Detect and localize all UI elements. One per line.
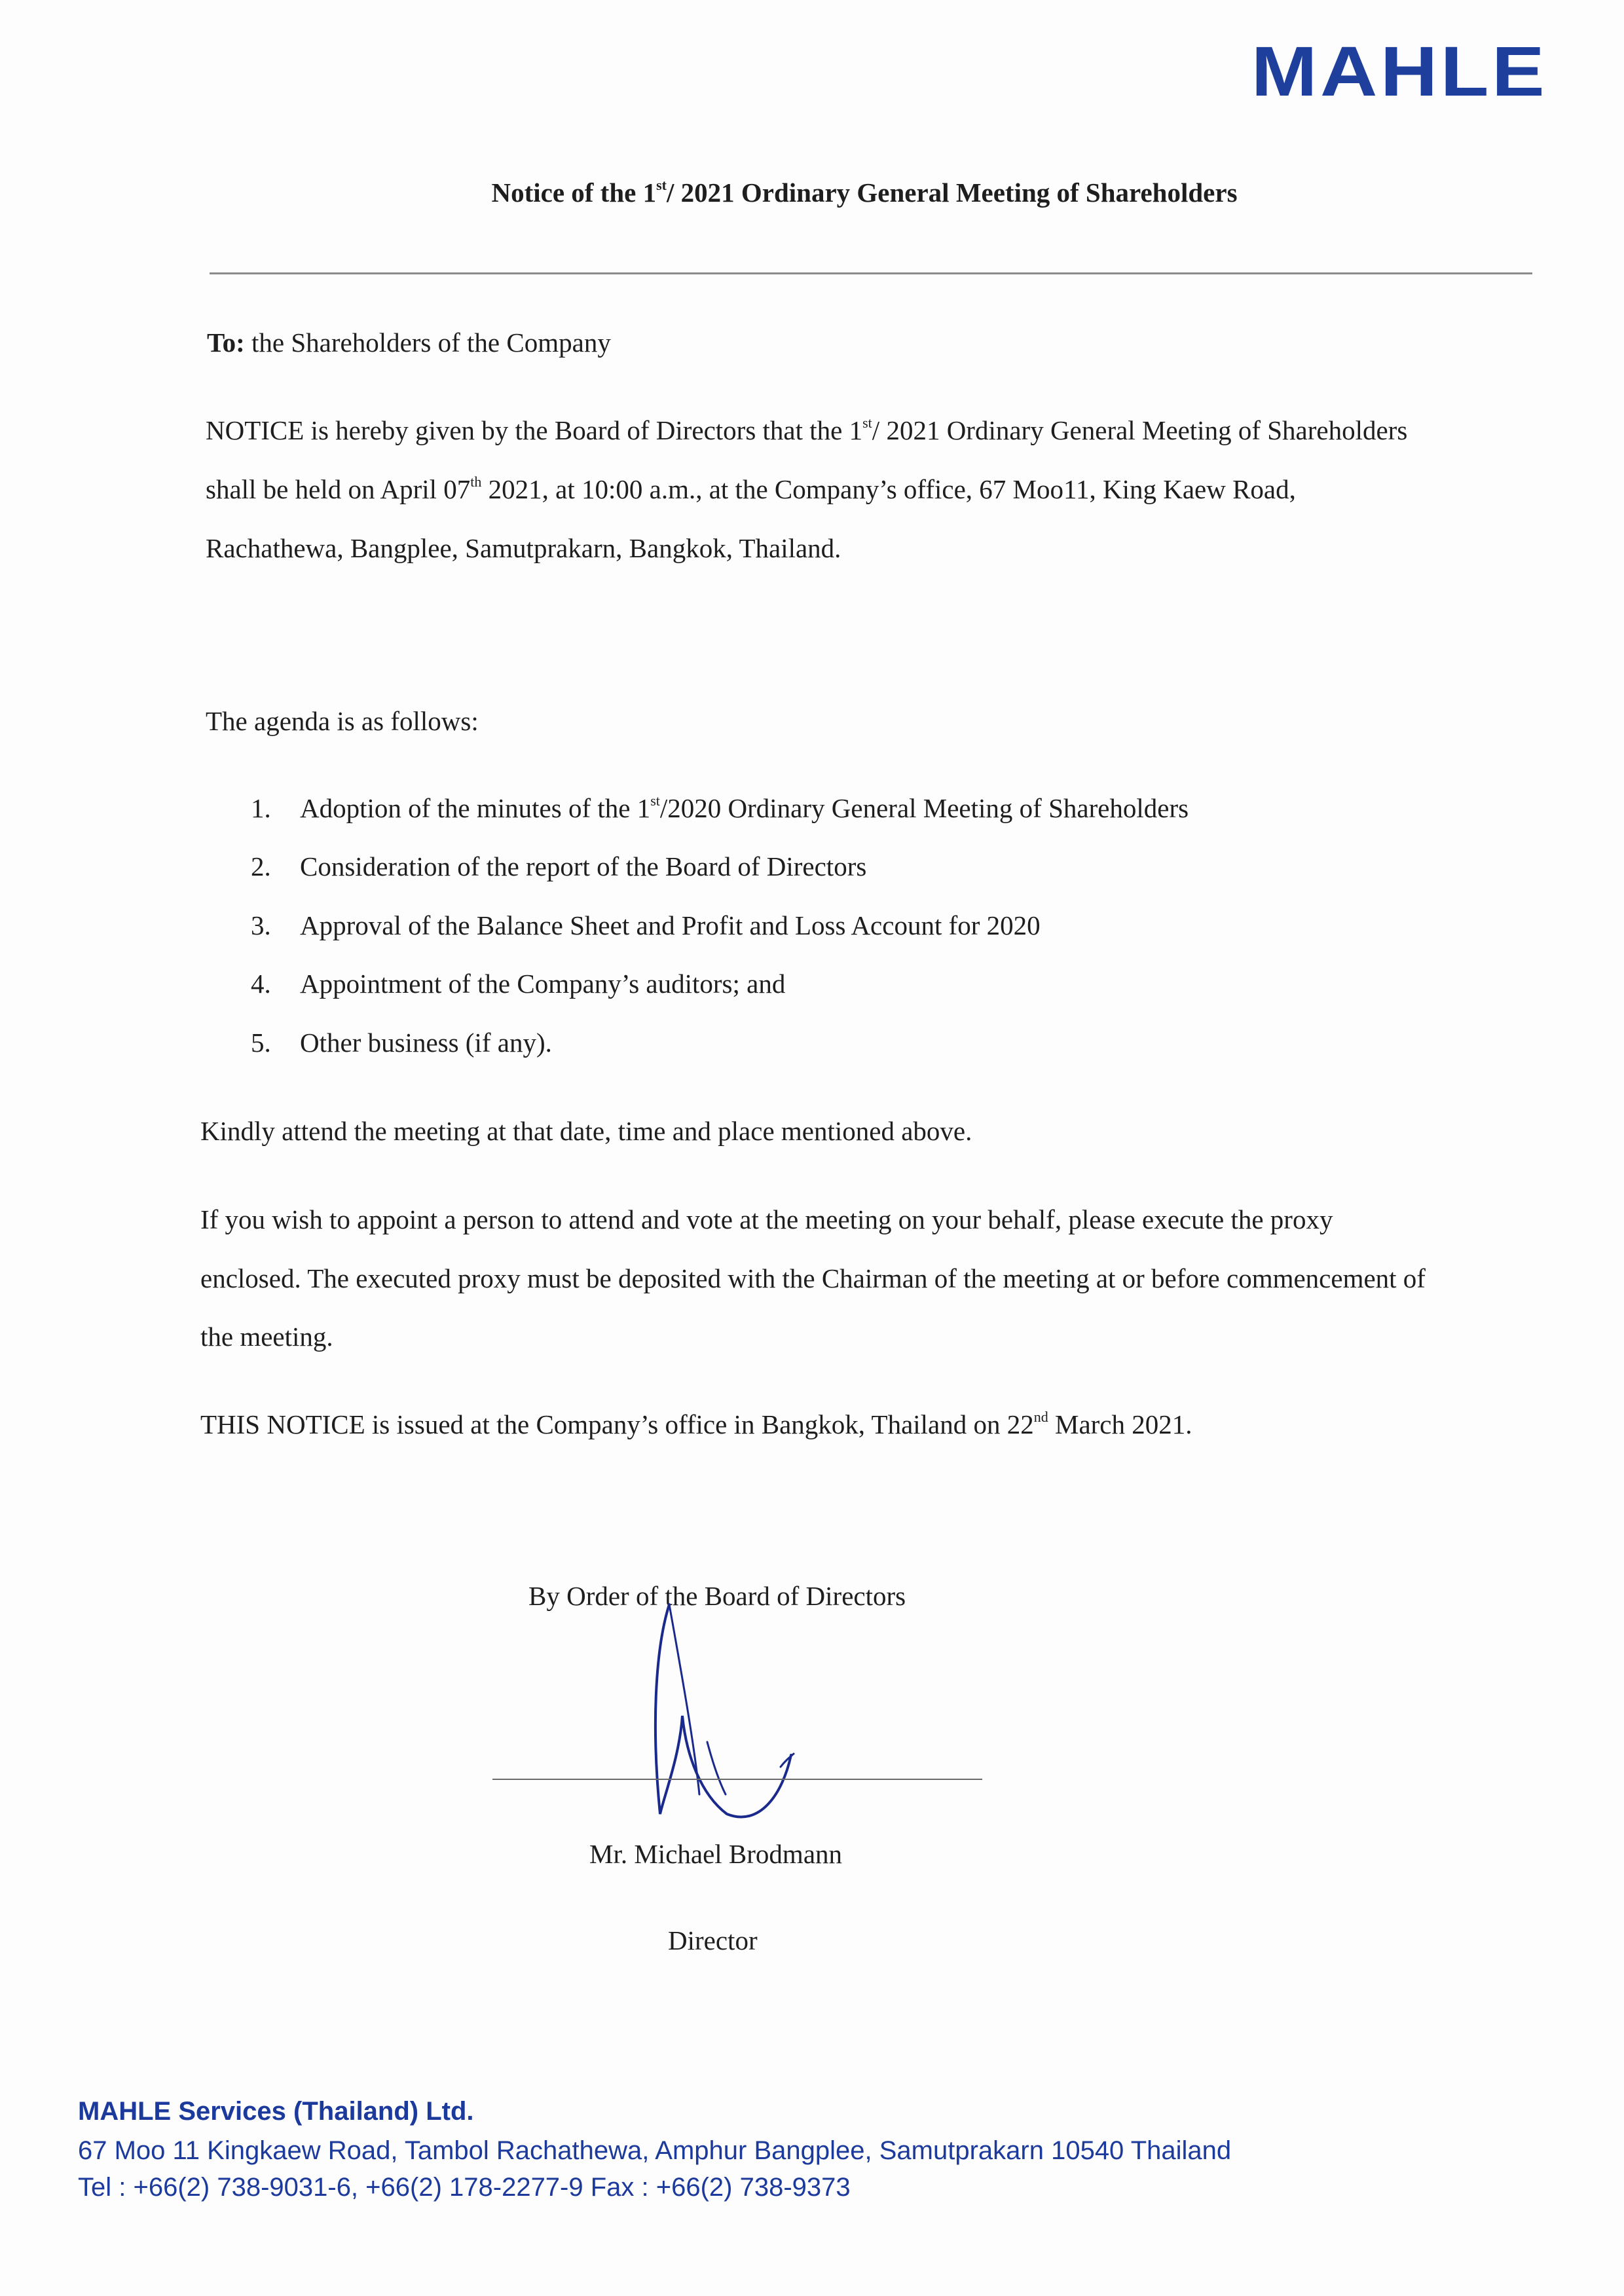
notice-l1-sup: st bbox=[862, 415, 872, 431]
issued-post: March 2021. bbox=[1048, 1409, 1192, 1439]
title-sup: st bbox=[656, 177, 667, 193]
footer-contact: Tel : +66(2) 738-9031-6, +66(2) 178-2277-9 Fax : +66(2) 738-9373 bbox=[78, 2173, 851, 2202]
agenda-item-number: 4. bbox=[251, 969, 271, 999]
agenda-item-1-post: /2020 Ordinary General Meeting of Shareholders bbox=[659, 793, 1189, 823]
signatory-role: Director bbox=[668, 1925, 758, 1955]
footer-company-name: MAHLE Services (Thailand) Ltd. bbox=[78, 2097, 474, 2126]
agenda-item-1-pre: Adoption of the minutes of the 1 bbox=[300, 793, 651, 823]
notice-line-3: Rachathewa, Bangplee, Samutprakarn, Bangkok, Thailand. bbox=[206, 533, 841, 563]
issued-sup: nd bbox=[1033, 1409, 1048, 1425]
handwritten-signature bbox=[629, 1598, 838, 1827]
by-order-line: By Order of the Board of Directors bbox=[528, 1581, 906, 1611]
signatory-name: Mr. Michael Brodmann bbox=[589, 1839, 843, 1869]
title-pre: Notice of the 1 bbox=[491, 177, 657, 208]
agenda-item-text: Appointment of the Company’s auditors; and bbox=[300, 969, 786, 999]
notice-line-1 bbox=[206, 415, 1407, 446]
agenda-item-text: Approval of the Balance Sheet and Profit and Loss Account for 2020 bbox=[300, 910, 1041, 940]
salutation-text: the Shareholders of the Company bbox=[244, 327, 611, 358]
notice-l2-post: 2021, at 10:00 a.m., at the Company’s office, 67 Moo11, King Kaew Road, bbox=[481, 474, 1296, 504]
issued-statement bbox=[200, 1409, 1192, 1440]
agenda-item-number: 3. bbox=[251, 910, 271, 940]
notice-l2-pre: shall be held on April 07 bbox=[206, 474, 471, 504]
proxy-line-1: If you wish to appoint a person to attend and vote at the meeting on your behalf, please execute the proxy bbox=[200, 1204, 1333, 1234]
title-post: / 2021 Ordinary General Meeting of Shareholders bbox=[666, 177, 1238, 208]
agenda-item-number: 2. bbox=[251, 851, 271, 881]
title-divider bbox=[210, 272, 1532, 274]
agenda-item-text: Other business (if any). bbox=[300, 1028, 552, 1058]
notice-title bbox=[0, 177, 1624, 208]
footer-address: 67 Moo 11 Kingkaew Road, Tambol Rachathewa, Amphur Bangplee, Samutprakarn 10540 Thailand bbox=[78, 2136, 1232, 2165]
salutation-label: To: bbox=[207, 327, 245, 358]
agenda-item-text bbox=[300, 792, 1189, 824]
agenda-item-1-sup: st bbox=[650, 792, 660, 809]
notice-line-2 bbox=[206, 473, 1296, 505]
notice-l1-post: / 2021 Ordinary General Meeting of Shareholders bbox=[872, 415, 1408, 445]
proxy-line-2: enclosed. The executed proxy must be deposited with the Chairman of the meeting at or before commencement of bbox=[200, 1263, 1426, 1293]
notice-l1-pre: NOTICE is hereby given by the Board of Directors that the 1 bbox=[206, 415, 863, 445]
agenda-item-number: 5. bbox=[251, 1028, 271, 1058]
attend-paragraph: Kindly attend the meeting at that date, time and place mentioned above. bbox=[200, 1116, 972, 1146]
mahle-logo: MAHLE bbox=[1251, 31, 1548, 111]
salutation bbox=[207, 327, 611, 358]
issued-pre: THIS NOTICE is issued at the Company’s office in Bangkok, Thailand on 22 bbox=[200, 1409, 1034, 1439]
signature-line bbox=[492, 1779, 982, 1780]
notice-l2-sup: th bbox=[470, 473, 482, 490]
proxy-line-3: the meeting. bbox=[200, 1322, 333, 1352]
agenda-item-number: 1. bbox=[251, 793, 271, 823]
agenda-item-text: Consideration of the report of the Board of Directors bbox=[300, 851, 867, 881]
agenda-intro: The agenda is as follows: bbox=[206, 706, 479, 736]
